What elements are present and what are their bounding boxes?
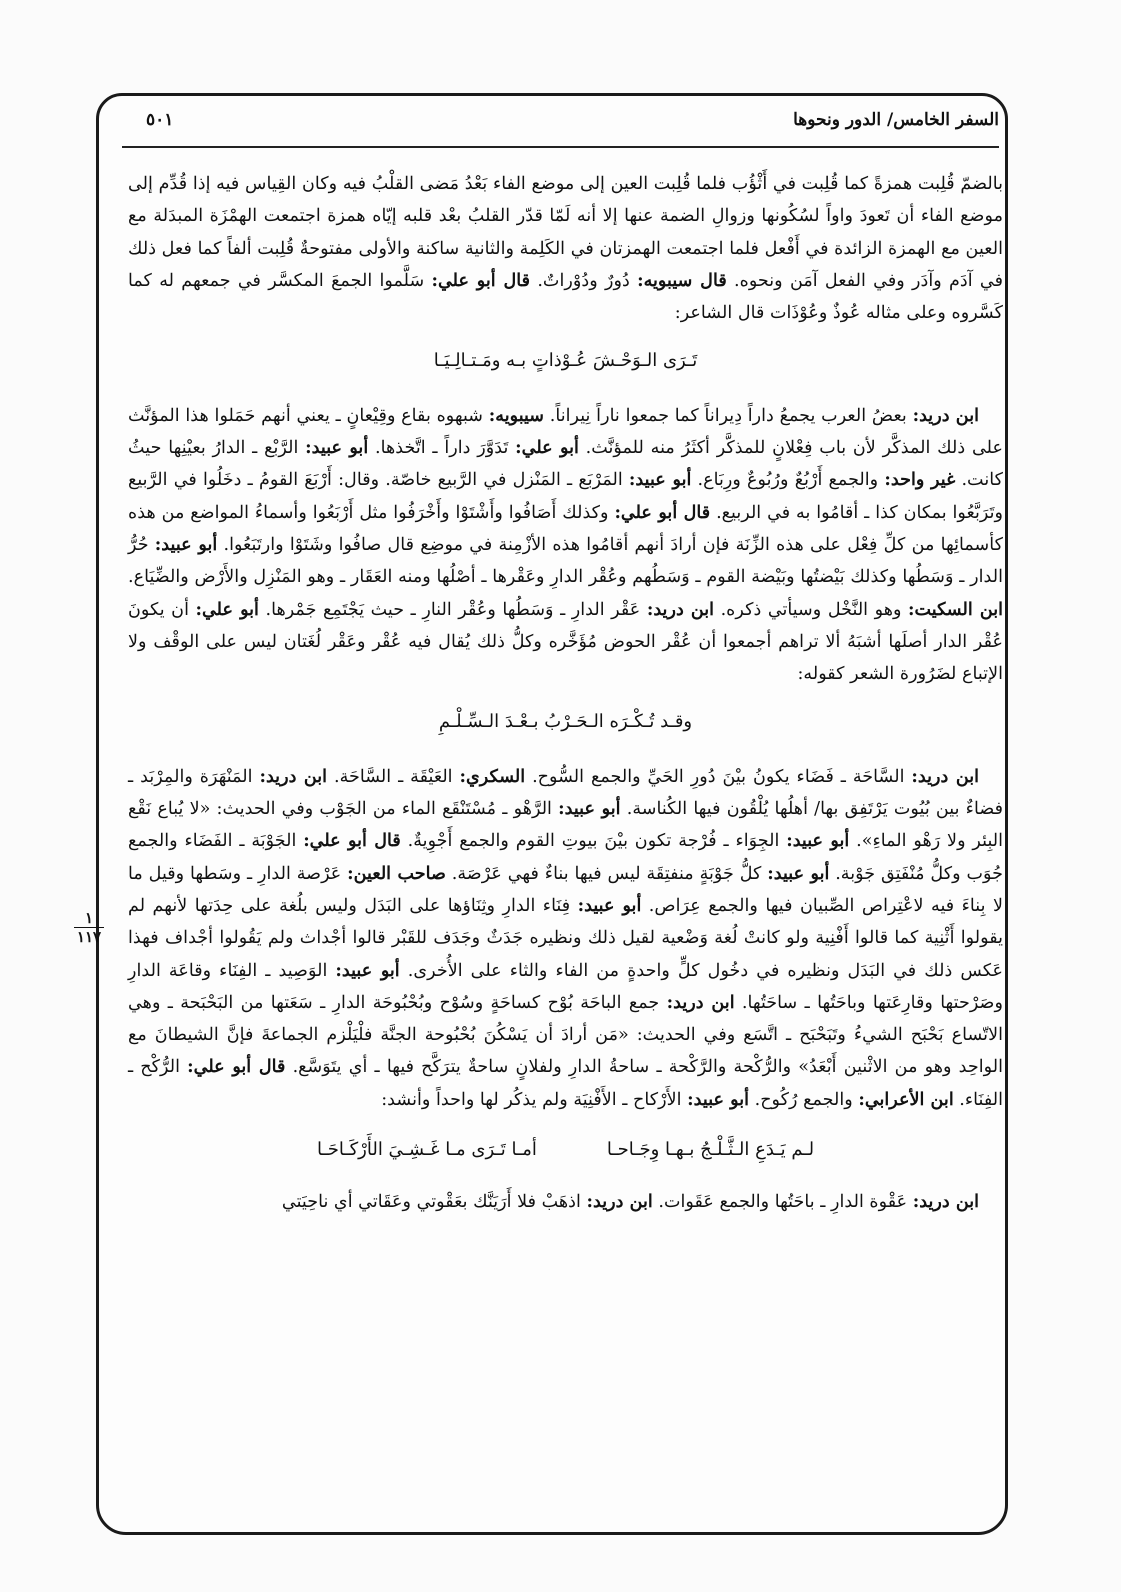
speaker-label: ابن السكيت: (908, 598, 1004, 620)
paragraph-2 (128, 400, 1003, 691)
speaker-label: ابن دريد: (259, 765, 328, 787)
speaker-label: ابن الأعرابي: (858, 1088, 954, 1110)
speaker-label: أبو عبيد: (786, 830, 850, 852)
text-run: المَنْهَرَة والمِرْبَد ـ فضاءٌ بين بُيُوت يَرْتَفِق بها/ أهلُها يُلْقُون فيها الكُناسة. (128, 766, 1003, 820)
text-run: الرُّكْح ـ الفِنَاء. (128, 1057, 1003, 1110)
text-run: وهو النَّخْل وسيأتي ذكره. (714, 599, 909, 620)
margin-folio-note (72, 910, 106, 945)
verse-line-1: تَـرَى الـوَحْـشَ عُـوْذاتٍ بـه ومَـتـالِـيَـا (433, 350, 698, 372)
verse-line-2: وقـد تُـكْـرَه الـحَـرْبُ بـعْـدَ الـسِّـلْـمِ (438, 711, 693, 733)
text-run: عَقْر الدارِ ـ وَسَطُها وعُقْر النارِ ـ حيث يَجْتَمِع جَمْرها. (258, 599, 647, 620)
page-body (128, 168, 1003, 1219)
speaker-label: ابن دريد: (666, 991, 735, 1013)
text-run: العَيْقَة ـ السَّاحَة. (327, 766, 460, 787)
text-run: كلُّ جَوْبَةٍ منفتِقَة ليس فيها بناءٌ فهي عَرْصَة. (445, 863, 768, 884)
text-run: حُرُّ الدار ـ وَسَطُها وكذلك بَيْضتُها وبَيْضة القوم ـ وَسَطُهم وعُقْر الدارِ وعَقْرها ـ أصْلُها ومنه العَقَار ـ وهو المَنْزِل والأَرْض والضِّيَاع. (128, 534, 1003, 588)
speaker-label: أبو عبيد: (558, 798, 621, 820)
verse-hemistich-first: لـم يَـدَعِ الـثَّـلْـجُ بـهـا وِجَـاحـا (606, 1139, 815, 1161)
speaker-label: أبو علي: (195, 598, 259, 620)
text-run: الجِوَاء ـ فُرْجة تكون بيْنَ بيوتِ القوم والجمع أَجْوِيةٌ. (400, 831, 787, 852)
speaker-label: قال أبو علي: (303, 830, 401, 852)
text-run: الأَرْكاح ـ الأَفْنِيَة ولم يذكُر لها واحداً وأنشد: (381, 1089, 688, 1110)
text-run: الرَّهْو ـ مُسْتَنْقَع الماء من الجَوْب وفي الحديث: «لا يُباع نَقْع البِئر ولا رَهْو الماءِ». (128, 799, 1003, 852)
text-run: اذهَبْ فلا أَرَيَنَّك بعَقْوتي وعَقَاتي أي ناحِيَتي (281, 1192, 587, 1213)
paragraph-3 (128, 761, 1003, 1116)
speaker-label: السكري: (459, 765, 526, 787)
speaker-label: ابن دريد: (912, 404, 979, 426)
text-run: فِنَاء الدارِ وثِنَاؤها على البَدَل وليس بلُغة على حِدَتها لأنهم لم يقولوا أَثْنِية كما قالوا أَفْنِية ولو كانتْ لُغة وَضْعية لقيل ذلك ونظيره جَدَثٌ وجَدَف للقَبْر قالوا أجْداث ولم يَقُولوا أجْداف فهذا عَكس ذلك في البَدَل ونظيره في دخُول كلٍّ واحدةٍ من الفاء والثاء على الأُخرى. (128, 895, 1003, 981)
speaker-label: أبو عبيد: (154, 533, 218, 555)
text-run: السَّاحَة ـ فَضَاء يكونُ بيْنَ دُورِ الحَيِّ والجمع السُّوح. (525, 766, 912, 787)
running-title: السفر الخامس/ الدور ونحوها (793, 110, 999, 130)
speaker-label: أبو عبيد: (687, 1088, 750, 1110)
text-run: شبهوه بقاع وقِيْعانٍ ـ يعني أنهم حَمَلوا هذا المؤنَّث على ذلك المذكَّر لأن باب فِعْلانٍ للمذكَّر أكثَرُ منه للمؤنَّث. (128, 405, 1003, 459)
text-run: دُورٌ ودُوْراتٌ. (530, 270, 638, 291)
verse-couplet (128, 1134, 1003, 1166)
speaker-label: قال أبو علي: (187, 1056, 286, 1078)
text-run: الرَّبْع ـ الدارُ بعيْنِها حيثُ كانت. (128, 438, 1003, 491)
margin-note-top: ١ (84, 909, 94, 927)
text-run: الجَوْبَة ـ الفَضَاء والجمع جُوَب وكلُّ مُنْفَتِق جَوْبة. (128, 831, 1003, 884)
text-run: عَقْوة الدارِ ـ باحَتُها والجمع عَقَوات. (652, 1192, 913, 1213)
margin-note-bottom: ١١٧ (76, 928, 102, 946)
text-run: سَلَّموا الجمعَ المكسَّر في جمعهم له كما كَسَّروه وعلى مثاله عُوذٌ وعُوْذَات قال الشاعر: (128, 270, 1003, 324)
header-rule (122, 146, 999, 148)
text-run: وكذلك أَصَافُوا وأَشْتَوْا وأَخْرَفُوا مثل أَرْبَعُوا وأسماءُ المواضع من هذه كأسمائِها من كلِّ فِعْل على هذه الزِّنَة فإن أرادَ أنهم أقامُوا هذه الأزْمِنة في موضِع قال صافُوا وشَتَوْا وارتَبَعُوا. (128, 502, 1003, 555)
paragraph-1 (128, 168, 1003, 329)
speaker-label: غير واحد: (884, 469, 956, 491)
text-run: والجمع أَرْبُعٌ ورُبُوعٌ ورِبَاع. (691, 470, 885, 491)
speaker-label: أبو عبيد: (628, 469, 692, 491)
speaker-label: قال أبو علي: (431, 269, 531, 291)
speaker-label: أبو عبيد: (335, 959, 400, 981)
text-run: بعضُ العرب يجمعُ داراً دِيراناً كما جمعوا ناراً نِيراناً. (544, 405, 913, 426)
speaker-label: ابن دريد: (586, 1191, 653, 1213)
speaker-label: أبو عبيد: (577, 894, 642, 916)
text-run: جمع الباحَة بُوْح كساحَةٍ وسُوْح وبُحْبُوحَة الدارِ ـ سَعَتها من البَحْبَحة ـ وهي الاتّساع بَحْبَح الشيءُ وتَبَحْبَح ـ اتَّسَع وفي الحديث: «مَن أرادَ أن يَسْكُنَ بُحْبُوحة الجنَّة فلْيَلْزم الجماعةَ فإنَّ الشيطانَ مع الواحِد وهو من الاثْنين أَبْعَدُ» والرُّكْحة والرَّكْحة ـ ساحةُ الدارِ ولفلانٍ ساحةٌ يترَكَّح فيها ـ أي يتَوَسَّع. (128, 992, 1003, 1078)
speaker-label: قال أبو علي: (614, 501, 711, 523)
text-run: بالضمّ قُلِبت همزةً كما قُلِبت في أَثْؤُب فلما قُلِبت العين إلى موضع الفاء بَعْدُ مَضى القلْبُ فيه وكان القِياس فيه إذا قُدِّم إلى موضع الفاء أن تَعودَ واواً لسُكُونها وزوالِ الضمة عنها إلا أنه لَمّا قدّر القلبُ بعْد قلبه إيّاه همزة اجتمعت الهمْزَة المبدَلة مع العين مع الهمزة الزائدة في أَفْعل فلما اجتمعت الهمزتان في الكَلِمة والثانية ساكنة والأولى مفتوحةٌ قُلِبت ألفاً كما فعل ذلك في آدَم وآدَر وفي الفعل آمَن ونحوه. (128, 174, 1003, 291)
text-run: أن يكونَ عُقْر الدار أصلَها أشبَهُ ألا تراهم أجمعوا أن عُقْر الحوض مُؤَخَّره وكلُّ ذلك يُقال فيه عُقْر وعَقْر لُغَتان ليس على الوقْف ولا الإتباع لضَرُورة الشعر كقوله: (128, 599, 1003, 685)
speaker-label: قال سيبويه: (637, 269, 727, 291)
text-run: المَرْبَع ـ المَنْزل في الرَّبيع خاصّة. وقال: أَرْبَعَ القومُ ـ دخَلُوا في الرَّبيع وتَرَبَّعُوا بمكان كذا ـ أقامُوا به في الربيع. (128, 470, 1003, 523)
speaker-label: ابن دريد: (911, 765, 979, 787)
page-number: ٥٠١ (146, 110, 174, 130)
speaker-label: ابن دريد: (912, 1191, 979, 1213)
paragraph-4 (128, 1186, 1003, 1218)
text-run: والجمع رُكُوح. (749, 1089, 859, 1110)
verse-hemistich-second: أمـا تَـرَى مـا غَـشِـيَ الأَرْكَـاحَـا (316, 1139, 537, 1161)
speaker-label: أبو عبيد: (767, 862, 830, 884)
speaker-label: صاحب العين: (347, 862, 446, 884)
text-run: تَدَوَّرَ داراً ـ اتَّخذها. (368, 438, 516, 459)
text-run: عَرْصة الدارِ ـ وسَطها وقيل ما لا بِناءَ فيه لاعْتِراص الصِّبيان فيها والجمع عِرَاص. (128, 863, 1003, 916)
speaker-label: أبو عبيد: (305, 437, 369, 459)
text-run: الوَصِيد ـ الفِنَاء وقاعَة الدارِ وصَرْحتها وقارِعَتها وباحَتُها ـ ساحَتُها. (128, 960, 1003, 1013)
page-header (122, 104, 999, 148)
speaker-label: سيبويه: (488, 404, 545, 426)
speaker-label: ابن دريد: (646, 598, 715, 620)
speaker-label: أبو علي: (515, 437, 579, 459)
